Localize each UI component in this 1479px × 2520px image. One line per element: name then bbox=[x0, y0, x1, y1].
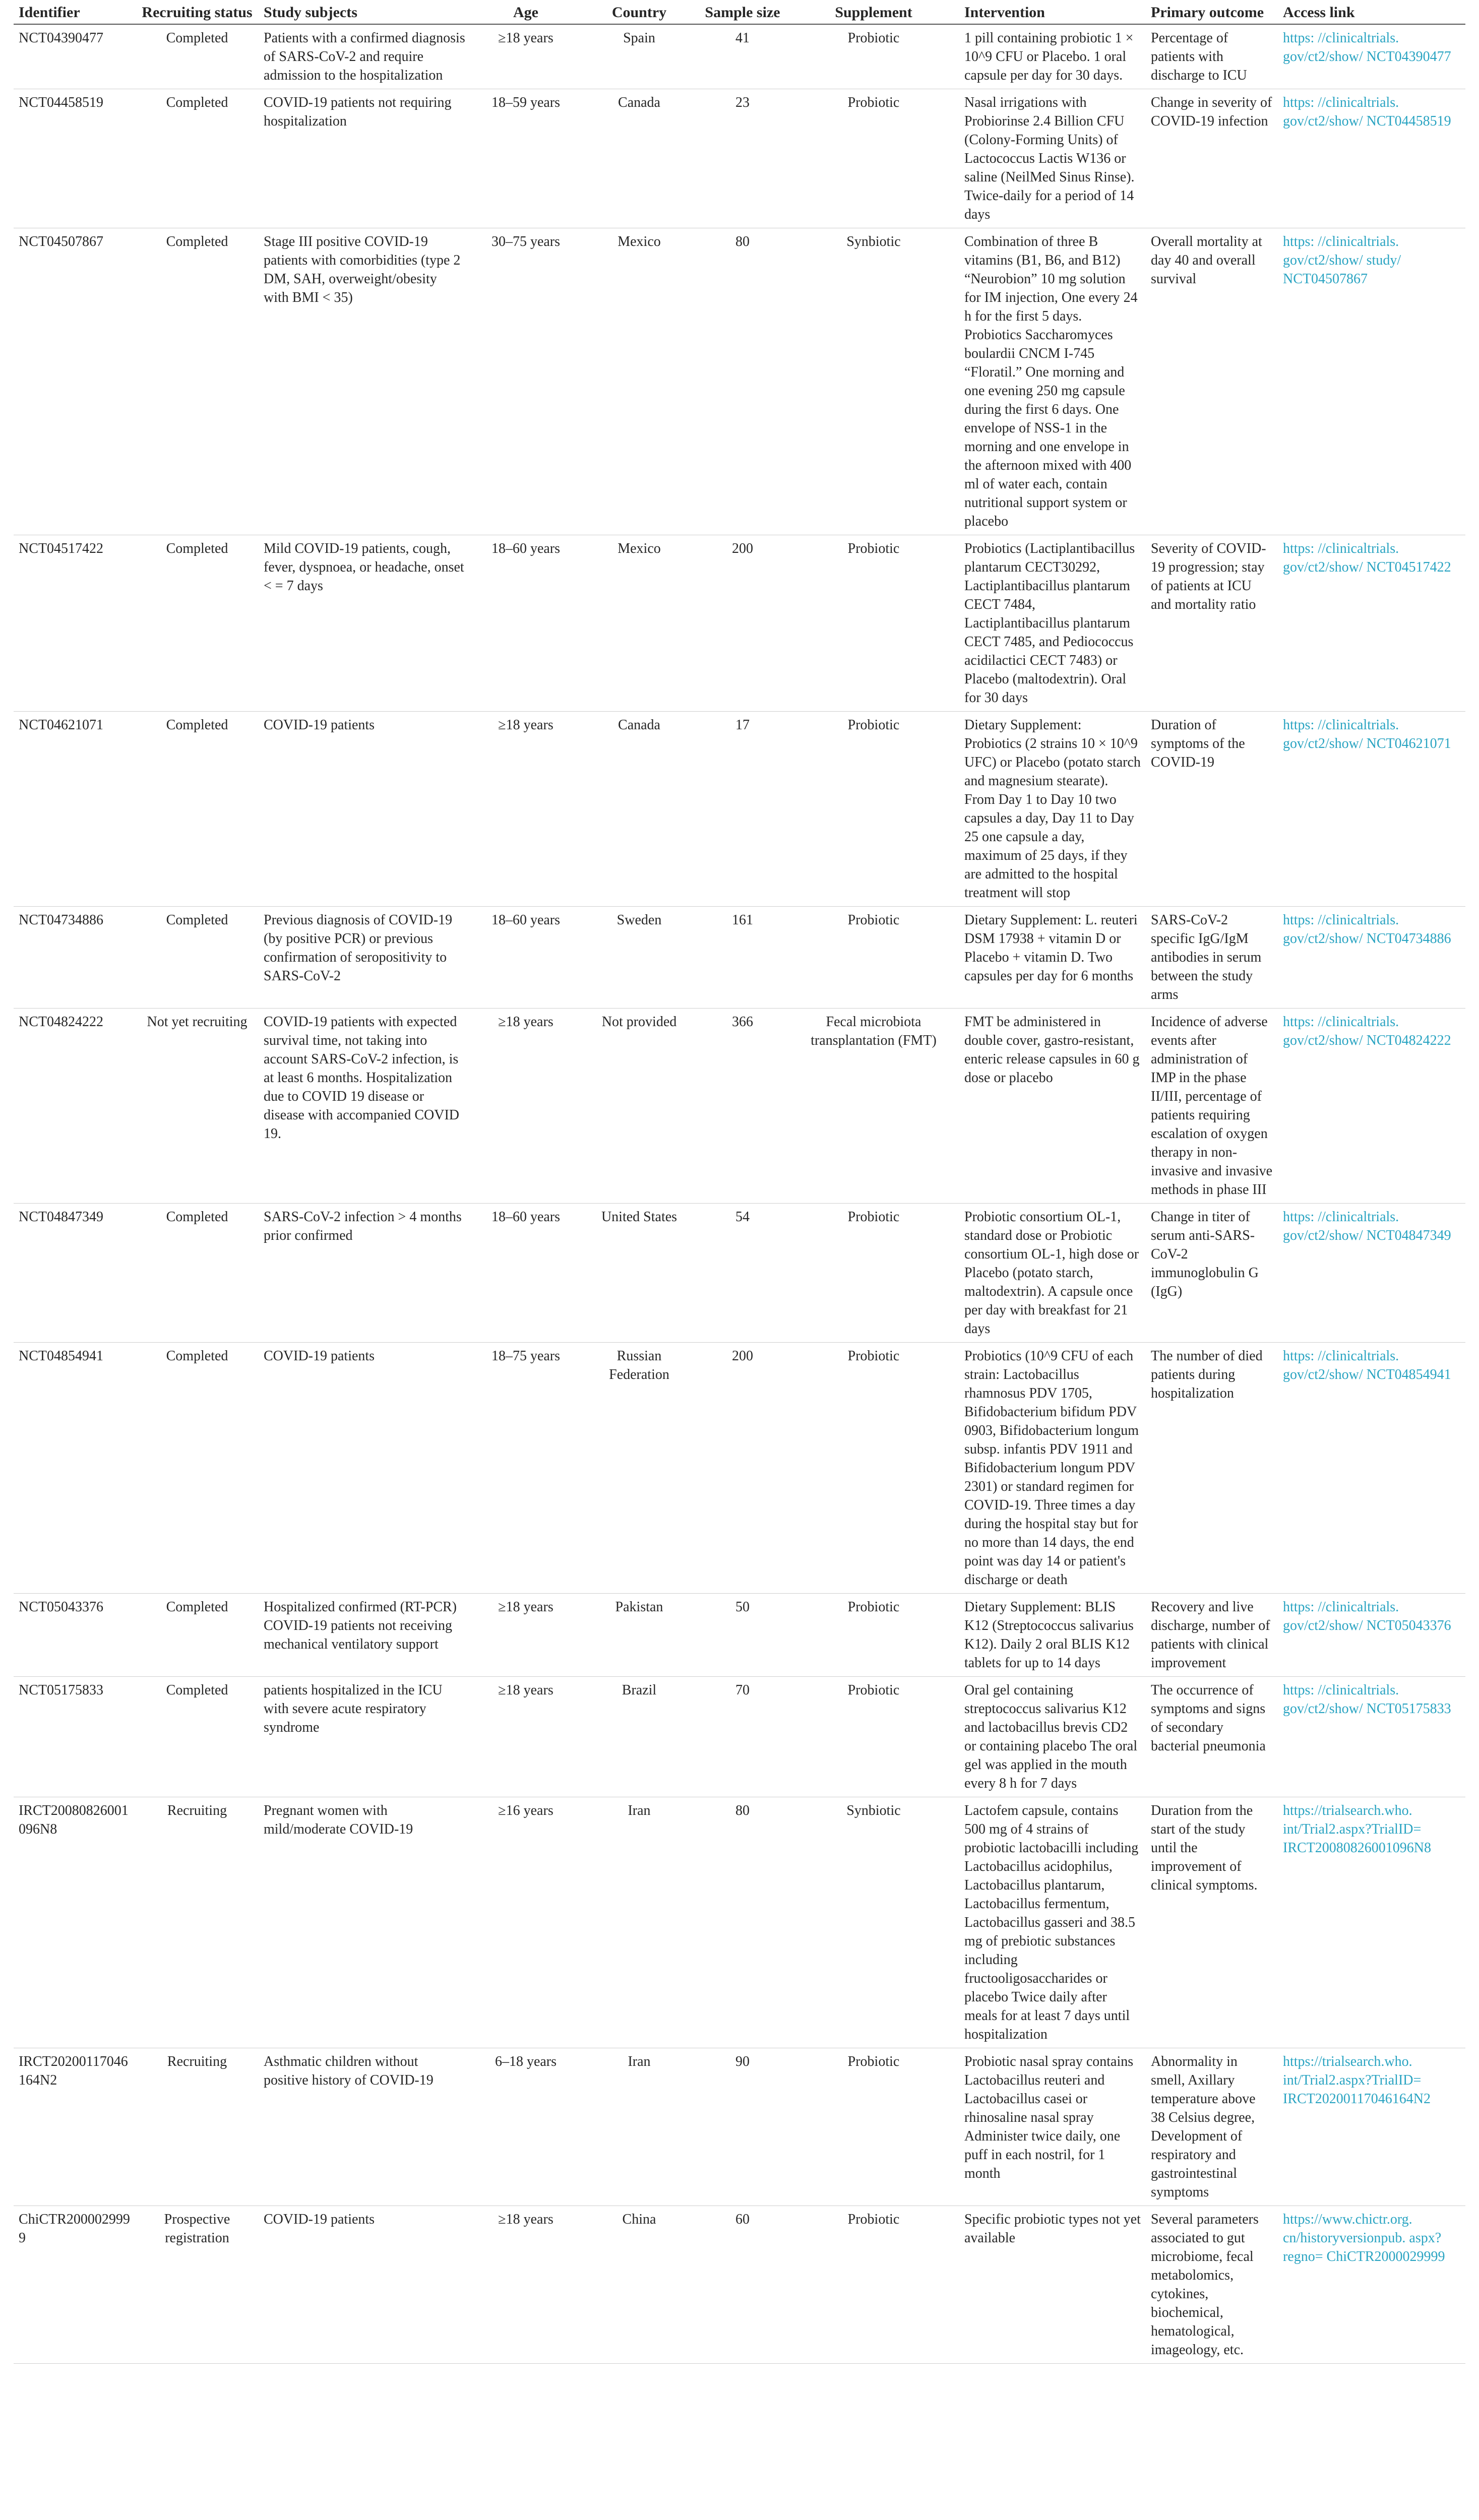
table-row bbox=[14, 535, 1465, 712]
study-subjects-cell: Patients with a confirmed diagnosis of SARS-CoV-2 and require admission to the hospitalization bbox=[259, 24, 470, 89]
identifier-cell: NCT04621071 bbox=[14, 712, 136, 907]
table-row bbox=[14, 1343, 1465, 1594]
access-link-cell bbox=[1278, 535, 1465, 712]
country-cell: Brazil bbox=[581, 1677, 697, 1797]
age-cell: 18–60 years bbox=[470, 535, 581, 712]
access-link-cell bbox=[1278, 24, 1465, 89]
sample-size-cell: 17 bbox=[697, 712, 788, 907]
intervention-cell: Probiotic nasal spray contains Lactobacillus reuteri and Lactobacillus casei or rhinosaline nasal spray Administer twice daily, one puff in each nostril, for 1 month bbox=[959, 2048, 1146, 2206]
access-link-cell bbox=[1278, 2206, 1465, 2364]
recruiting-status-cell: Completed bbox=[136, 89, 259, 228]
header-supplement: Supplement bbox=[788, 0, 959, 24]
primary-outcome-cell: Duration from the start of the study until the improvement of clinical symptoms. bbox=[1146, 1797, 1278, 2048]
access-link[interactable]: https: //clinicaltrials. gov/ct2/show/ NCT04390477 bbox=[1283, 30, 1451, 65]
supplement-cell: Probiotic bbox=[788, 712, 959, 907]
sample-size-cell: 161 bbox=[697, 907, 788, 1009]
primary-outcome-cell: Incidence of adverse events after administration of IMP in the phase II/III, percentage of patients requiring escalation of oxygen therapy in non-invasive and invasive methods in phase III bbox=[1146, 1009, 1278, 1204]
identifier-cell: NCT04390477 bbox=[14, 24, 136, 89]
study-subjects-cell: COVID-19 patients bbox=[259, 1343, 470, 1594]
access-link[interactable]: https: //clinicaltrials. gov/ct2/show/ study/ NCT04507867 bbox=[1283, 234, 1401, 287]
supplement-cell: Probiotic bbox=[788, 535, 959, 712]
identifier-cell: NCT04458519 bbox=[14, 89, 136, 228]
primary-outcome-cell: Change in titer of serum anti-SARS-CoV-2 immunoglobulin G (IgG) bbox=[1146, 1204, 1278, 1343]
recruiting-status-cell: Not yet recruiting bbox=[136, 1009, 259, 1204]
table-row bbox=[14, 89, 1465, 228]
study-subjects-cell: COVID-19 patients with expected survival time, not taking into account SARS-CoV-2 infection, is at least 6 months. Hospitalization due to COVID 19 disease or disease with accompanied COVID 19. bbox=[259, 1009, 470, 1204]
access-link[interactable]: https: //clinicaltrials. gov/ct2/show/ NCT05175833 bbox=[1283, 1682, 1451, 1717]
table-row bbox=[14, 228, 1465, 535]
identifier-cell: ChiCTR2000029999 bbox=[14, 2206, 136, 2364]
intervention-cell: Lactofem capsule, contains 500 mg of 4 strains of probiotic lactobacilli including Lactobacillus acidophilus, Lactobacillus plantarum, Lactobacillus fermentum, Lactobacillus gasseri and 38.5 mg of prebiotic substances including fructooligosaccharides or placebo Twice daily after meals for at least 7 days until hospitalization bbox=[959, 1797, 1146, 2048]
recruiting-status-cell: Completed bbox=[136, 1343, 259, 1594]
study-subjects-cell: Stage III positive COVID-19 patients with comorbidities (type 2 DM, SAH, overweight/obesity with BMI < 35) bbox=[259, 228, 470, 535]
access-link-cell bbox=[1278, 228, 1465, 535]
primary-outcome-cell: Duration of symptoms of the COVID-19 bbox=[1146, 712, 1278, 907]
country-cell: Spain bbox=[581, 24, 697, 89]
recruiting-status-cell: Completed bbox=[136, 24, 259, 89]
country-cell: Pakistan bbox=[581, 1594, 697, 1677]
supplement-cell: Probiotic bbox=[788, 2206, 959, 2364]
age-cell: ≥18 years bbox=[470, 2206, 581, 2364]
primary-outcome-cell: Overall mortality at day 40 and overall survival bbox=[1146, 228, 1278, 535]
header-access-link: Access link bbox=[1278, 0, 1465, 24]
supplement-cell: Synbiotic bbox=[788, 228, 959, 535]
header-sample-size: Sample size bbox=[697, 0, 788, 24]
header-identifier: Identifier bbox=[14, 0, 136, 24]
intervention-cell: FMT be administered in double cover, gastro-resistant, enteric release capsules in 60 g dose or placebo bbox=[959, 1009, 1146, 1204]
recruiting-status-cell: Completed bbox=[136, 1204, 259, 1343]
access-link-cell bbox=[1278, 712, 1465, 907]
study-subjects-cell: COVID-19 patients not requiring hospitalization bbox=[259, 89, 470, 228]
access-link[interactable]: https: //clinicaltrials. gov/ct2/show/ NCT04458519 bbox=[1283, 95, 1451, 129]
sample-size-cell: 50 bbox=[697, 1594, 788, 1677]
intervention-cell: Nasal irrigations with Probiorinse 2.4 Billion CFU (Colony-Forming Units) of Lactococcus Lactis W136 or saline (NeilMed Sinus Rinse). Twice-daily for a period of 14 days bbox=[959, 89, 1146, 228]
sample-size-cell: 80 bbox=[697, 228, 788, 535]
access-link-cell bbox=[1278, 89, 1465, 228]
table-row bbox=[14, 1594, 1465, 1677]
identifier-cell: IRCT20080826001096N8 bbox=[14, 1797, 136, 2048]
sample-size-cell: 200 bbox=[697, 535, 788, 712]
sample-size-cell: 60 bbox=[697, 2206, 788, 2364]
sample-size-cell: 90 bbox=[697, 2048, 788, 2206]
sample-size-cell: 366 bbox=[697, 1009, 788, 1204]
study-subjects-cell: Asthmatic children without positive history of COVID-19 bbox=[259, 2048, 470, 2206]
study-subjects-cell: COVID-19 patients bbox=[259, 2206, 470, 2364]
country-cell: Russian Federation bbox=[581, 1343, 697, 1594]
supplement-cell: Probiotic bbox=[788, 1594, 959, 1677]
study-subjects-cell: Mild COVID-19 patients, cough, fever, dyspnoea, or headache, onset < = 7 days bbox=[259, 535, 470, 712]
table-row bbox=[14, 1677, 1465, 1797]
access-link-cell bbox=[1278, 1677, 1465, 1797]
intervention-cell: Dietary Supplement: Probiotics (2 strains 10 × 10^9 UFC) or Placebo (potato starch and magnesium stearate). From Day 1 to Day 10 two capsules a day, Day 11 to Day 25 one capsule a day, maximum of 25 days, if they are admitted to the hospital treatment will stop bbox=[959, 712, 1146, 907]
primary-outcome-cell: Percentage of patients with discharge to ICU bbox=[1146, 24, 1278, 89]
supplement-cell: Probiotic bbox=[788, 1677, 959, 1797]
recruiting-status-cell: Prospective registration bbox=[136, 2206, 259, 2364]
study-subjects-cell: COVID-19 patients bbox=[259, 712, 470, 907]
table-row bbox=[14, 24, 1465, 89]
age-cell: 6–18 years bbox=[470, 2048, 581, 2206]
supplement-cell: Synbiotic bbox=[788, 1797, 959, 2048]
age-cell: ≥18 years bbox=[470, 24, 581, 89]
sample-size-cell: 200 bbox=[697, 1343, 788, 1594]
identifier-cell: NCT04854941 bbox=[14, 1343, 136, 1594]
country-cell: Iran bbox=[581, 1797, 697, 2048]
intervention-cell: Probiotic consortium OL-1, standard dose or Probiotic consortium OL-1, high dose or Placebo (potato starch, maltodextrin). A capsule once per day with breakfast for 21 days bbox=[959, 1204, 1146, 1343]
header-primary-outcome: Primary outcome bbox=[1146, 0, 1278, 24]
study-subjects-cell: Previous diagnosis of COVID-19 (by positive PCR) or previous confirmation of seropositivity to SARS-CoV-2 bbox=[259, 907, 470, 1009]
access-link-cell bbox=[1278, 907, 1465, 1009]
recruiting-status-cell: Completed bbox=[136, 1677, 259, 1797]
identifier-cell: NCT04847349 bbox=[14, 1204, 136, 1343]
supplement-cell: Probiotic bbox=[788, 2048, 959, 2206]
age-cell: ≥16 years bbox=[470, 1797, 581, 2048]
access-link-cell bbox=[1278, 1797, 1465, 2048]
country-cell: China bbox=[581, 2206, 697, 2364]
access-link[interactable]: https: //clinicaltrials. gov/ct2/show/ NCT04847349 bbox=[1283, 1209, 1451, 1243]
identifier-cell: NCT04507867 bbox=[14, 228, 136, 535]
study-subjects-cell: SARS-CoV-2 infection > 4 months prior confirmed bbox=[259, 1204, 470, 1343]
intervention-cell: Probiotics (10^9 CFU of each strain: Lactobacillus rhamnosus PDV 1705, Bifidobacterium bifidum PDV 0903, Bifidobacterium longum subsp. infantis PDV 1911 and Bifidobacterium longum PDV 2301) or standard regimen for COVID-19. Three times a day during the hospital stay but for no more than 14 days, the end point was day 14 or patient's discharge or death bbox=[959, 1343, 1146, 1594]
supplement-cell: Probiotic bbox=[788, 24, 959, 89]
primary-outcome-cell: Several parameters associated to gut microbiome, fecal metabolomics, cytokines, biochemical, hematological, imageology, etc. bbox=[1146, 2206, 1278, 2364]
primary-outcome-cell: SARS-CoV-2 specific IgG/IgM antibodies in serum between the study arms bbox=[1146, 907, 1278, 1009]
country-cell: Mexico bbox=[581, 228, 697, 535]
primary-outcome-cell: Abnormality in smell, Axillary temperature above 38 Celsius degree, Development of respiratory and gastrointestinal symptoms bbox=[1146, 2048, 1278, 2206]
identifier-cell: NCT04824222 bbox=[14, 1009, 136, 1204]
table-row bbox=[14, 712, 1465, 907]
recruiting-status-cell: Completed bbox=[136, 907, 259, 1009]
supplement-cell: Probiotic bbox=[788, 89, 959, 228]
country-cell: Sweden bbox=[581, 907, 697, 1009]
table-body bbox=[14, 24, 1465, 2364]
age-cell: ≥18 years bbox=[470, 712, 581, 907]
header-study-subjects: Study subjects bbox=[259, 0, 470, 24]
age-cell: 18–75 years bbox=[470, 1343, 581, 1594]
identifier-cell: NCT05043376 bbox=[14, 1594, 136, 1677]
recruiting-status-cell: Completed bbox=[136, 535, 259, 712]
access-link[interactable]: https: //clinicaltrials. gov/ct2/show/ NCT04854941 bbox=[1283, 1348, 1451, 1382]
intervention-cell: Oral gel containing streptococcus salivarius K12 and lactobacillus brevis CD2 or containing placebo The oral gel was applied in the mouth every 8 h for 7 days bbox=[959, 1677, 1146, 1797]
identifier-cell: NCT04734886 bbox=[14, 907, 136, 1009]
intervention-cell: Dietary Supplement: L. reuteri DSM 17938 + vitamin D or Placebo + vitamin D. Two capsules per day for 6 months bbox=[959, 907, 1146, 1009]
access-link-cell bbox=[1278, 1009, 1465, 1204]
sample-size-cell: 54 bbox=[697, 1204, 788, 1343]
header-intervention: Intervention bbox=[959, 0, 1146, 24]
access-link-cell bbox=[1278, 1343, 1465, 1594]
recruiting-status-cell: Completed bbox=[136, 1594, 259, 1677]
table-row bbox=[14, 2048, 1465, 2206]
sample-size-cell: 80 bbox=[697, 1797, 788, 2048]
supplement-cell: Probiotic bbox=[788, 1343, 959, 1594]
recruiting-status-cell: Recruiting bbox=[136, 2048, 259, 2206]
study-subjects-cell: Pregnant women with mild/moderate COVID-19 bbox=[259, 1797, 470, 2048]
intervention-cell: 1 pill containing probiotic 1 × 10^9 CFU or Placebo. 1 oral capsule per day for 30 days. bbox=[959, 24, 1146, 89]
primary-outcome-cell: Change in severity of COVID-19 infection bbox=[1146, 89, 1278, 228]
age-cell: 18–60 years bbox=[470, 907, 581, 1009]
access-link[interactable]: https: //clinicaltrials. gov/ct2/show/ NCT05043376 bbox=[1283, 1599, 1451, 1633]
identifier-cell: IRCT20200117046164N2 bbox=[14, 2048, 136, 2206]
access-link-cell bbox=[1278, 1204, 1465, 1343]
access-link-cell bbox=[1278, 1594, 1465, 1677]
country-cell: Canada bbox=[581, 712, 697, 907]
country-cell: United States bbox=[581, 1204, 697, 1343]
access-link-cell bbox=[1278, 2048, 1465, 2206]
table-row bbox=[14, 1204, 1465, 1343]
access-link[interactable]: https: //clinicaltrials. gov/ct2/show/ NCT04734886 bbox=[1283, 912, 1451, 947]
primary-outcome-cell: The number of died patients during hospitalization bbox=[1146, 1343, 1278, 1594]
study-subjects-cell: patients hospitalized in the ICU with severe acute respiratory syndrome bbox=[259, 1677, 470, 1797]
clinical-trials-table bbox=[14, 0, 1465, 2364]
primary-outcome-cell: Recovery and live discharge, number of patients with clinical improvement bbox=[1146, 1594, 1278, 1677]
sample-size-cell: 41 bbox=[697, 24, 788, 89]
country-cell: Not provided bbox=[581, 1009, 697, 1204]
supplement-cell: Probiotic bbox=[788, 1204, 959, 1343]
intervention-cell: Dietary Supplement: BLIS K12 (Streptococcus salivarius K12). Daily 2 oral BLIS K12 tablets for up to 14 days bbox=[959, 1594, 1146, 1677]
header-country: Country bbox=[581, 0, 697, 24]
access-link[interactable]: https://trialsearch.who. int/Trial2.aspx?TrialID= IRCT20080826001096N8 bbox=[1283, 1803, 1431, 1856]
country-cell: Iran bbox=[581, 2048, 697, 2206]
supplement-cell: Probiotic bbox=[788, 907, 959, 1009]
recruiting-status-cell: Completed bbox=[136, 712, 259, 907]
age-cell: 18–59 years bbox=[470, 89, 581, 228]
access-link[interactable]: https: //clinicaltrials. gov/ct2/show/ NCT04824222 bbox=[1283, 1014, 1451, 1048]
intervention-cell: Probiotics (Lactiplantibacillus plantarum CECT30292, Lactiplantibacillus plantarum CECT 7484, Lactiplantibacillus plantarum CECT 7485, and Pediococcus acidilactici CECT 7483) or Placebo (maltodextrin). Oral for 30 days bbox=[959, 535, 1146, 712]
header-age: Age bbox=[470, 0, 581, 24]
intervention-cell: Specific probiotic types not yet available bbox=[959, 2206, 1146, 2364]
age-cell: ≥18 years bbox=[470, 1677, 581, 1797]
table-row bbox=[14, 907, 1465, 1009]
sample-size-cell: 23 bbox=[697, 89, 788, 228]
intervention-cell: Combination of three B vitamins (B1, B6, and B12) “Neurobion” 10 mg solution for IM injection, One every 24 h for the first 5 days. Probiotics Saccharomyces boulardii CNCM I-745 “Floratil.” One morning and one evening 250 mg capsule during the first 6 days. One envelope of NSS-1 in the morning and one envelope in the afternoon mixed with 400 ml of water each, contain nutritional support system or placebo bbox=[959, 228, 1146, 535]
access-link[interactable]: https: //clinicaltrials. gov/ct2/show/ NCT04517422 bbox=[1283, 541, 1451, 575]
study-subjects-cell: Hospitalized confirmed (RT-PCR) COVID-19 patients not receiving mechanical ventilatory support bbox=[259, 1594, 470, 1677]
access-link[interactable]: https: //clinicaltrials. gov/ct2/show/ NCT04621071 bbox=[1283, 717, 1451, 751]
recruiting-status-cell: Completed bbox=[136, 228, 259, 535]
table-row bbox=[14, 1797, 1465, 2048]
recruiting-status-cell: Recruiting bbox=[136, 1797, 259, 2048]
country-cell: Mexico bbox=[581, 535, 697, 712]
identifier-cell: NCT04517422 bbox=[14, 535, 136, 712]
access-link[interactable]: https://trialsearch.who. int/Trial2.aspx?TrialID= IRCT20200117046164N2 bbox=[1283, 2054, 1431, 2107]
age-cell: ≥18 years bbox=[470, 1594, 581, 1677]
header-recruiting-status: Recruiting status bbox=[136, 0, 259, 24]
table-row bbox=[14, 1009, 1465, 1204]
primary-outcome-cell: The occurrence of symptoms and signs of secondary bacterial pneumonia bbox=[1146, 1677, 1278, 1797]
identifier-cell: NCT05175833 bbox=[14, 1677, 136, 1797]
age-cell: 30–75 years bbox=[470, 228, 581, 535]
table-row bbox=[14, 2206, 1465, 2364]
table-header-row bbox=[14, 0, 1465, 24]
country-cell: Canada bbox=[581, 89, 697, 228]
primary-outcome-cell: Severity of COVID-19 progression; stay of patients at ICU and mortality ratio bbox=[1146, 535, 1278, 712]
supplement-cell: Fecal microbiota transplantation (FMT) bbox=[788, 1009, 959, 1204]
age-cell: ≥18 years bbox=[470, 1009, 581, 1204]
sample-size-cell: 70 bbox=[697, 1677, 788, 1797]
age-cell: 18–60 years bbox=[470, 1204, 581, 1343]
access-link[interactable]: https://www.chictr.org. cn/historyversionpub. aspx?regno= ChiCTR2000029999 bbox=[1283, 2212, 1445, 2264]
